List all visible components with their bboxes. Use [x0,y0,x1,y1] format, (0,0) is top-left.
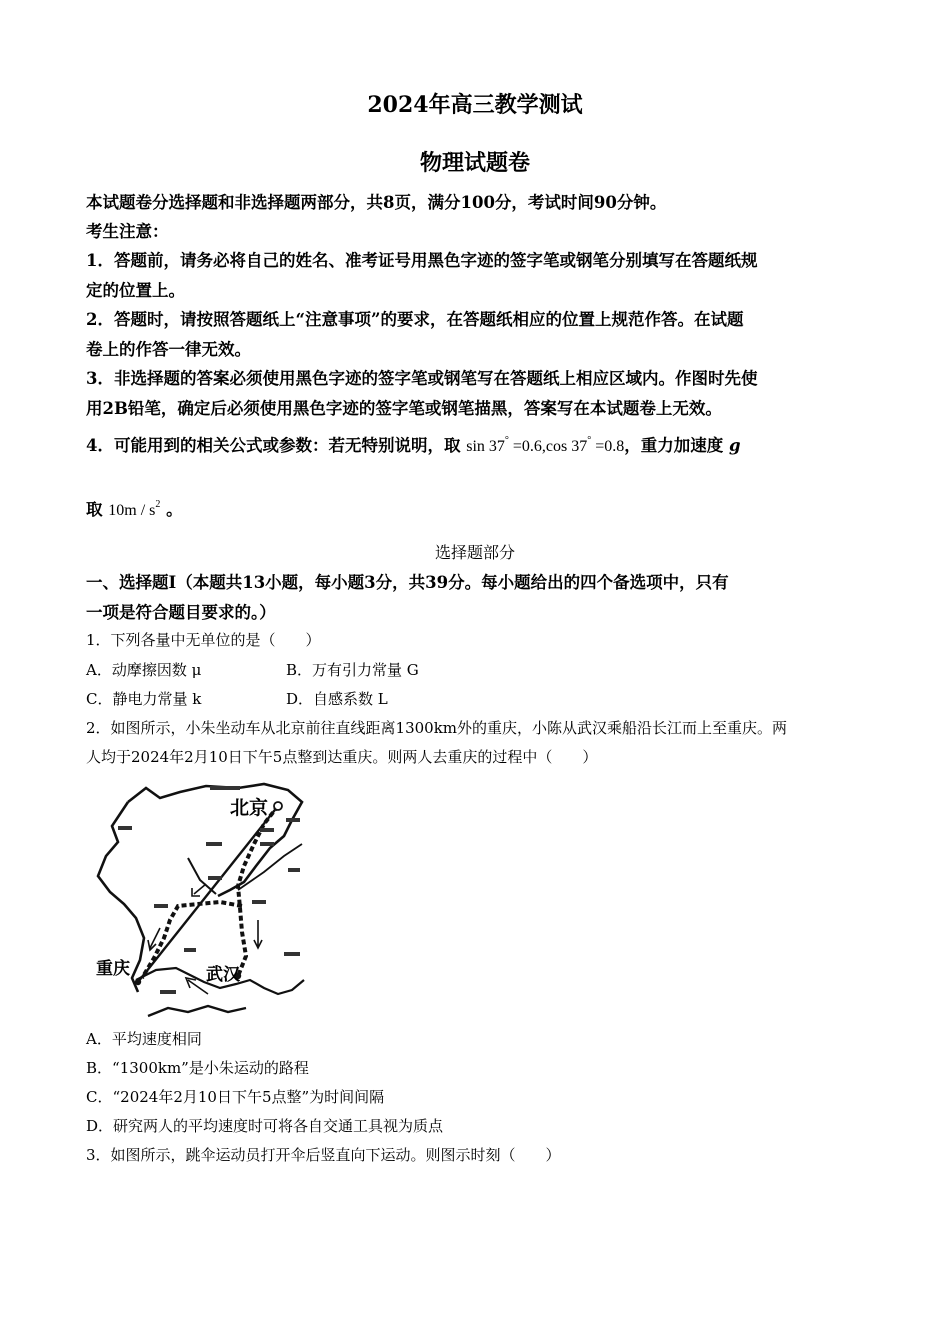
intro-summary: 本试题卷分选择题和非选择题两部分，共8页，满分100分，考试时间90分钟。 [86,193,667,212]
q1-stem: 1．下列各量中无单位的是（ ） [86,631,321,649]
q2-option-a[interactable]: A．平均速度相同 [86,1030,202,1048]
q1-option-b[interactable]: B．万有引力常量 G [286,661,419,679]
gravity-symbol: g [729,436,741,455]
route-map-figure [88,780,310,1018]
note-4-line-2 [86,490,876,525]
q2-stem-cont: 人均于2024年2月10日下午5点整到达重庆。则两人去重庆的过程中（ ） [86,748,598,766]
note-line: 用2B铅笔，确定后必须使用黑色字迹的签字笔或钢笔描黑，答案写在本试题卷上无效。 [86,399,722,418]
note-line: 定的位置上。 [86,281,185,300]
beijing-label: 北京 [230,797,269,819]
beijing-marker-icon [274,802,282,810]
minor-map-labels [118,786,300,994]
q1-option-a[interactable]: A．动摩擦因数 μ [86,661,202,679]
q3-stem: 3．如图所示，跳伞运动员打开伞后竖直向下运动。则图示时刻（ ） [86,1146,561,1164]
notice-label: 考生注意： [86,222,169,241]
straight-distance-line [138,806,278,982]
note-4-line [86,426,876,461]
q1-option-d[interactable]: D．自感系数 L [286,690,388,708]
arrow-icon [254,920,262,948]
part1-instruction: 一、选择题Ⅰ（本题共13小题，每小题3分，共39分。每小题给出的四个备选项中，只有 [86,573,729,592]
gravity-value: $10m / s^2$ [108,499,161,519]
arrow-icon [186,978,208,994]
note-line: 卷上的作答一律无效。 [86,340,251,359]
arrow-icon [148,928,160,950]
part1-instruction-cont: 一项是符合题目要求的。） [86,603,276,622]
q2-option-b[interactable]: B．“1300km”是小朱运动的路程 [86,1059,309,1077]
wuhan-label: 武汉 [206,965,240,985]
section-heading: 选择题部分 [434,543,515,562]
chongqing-marker-icon [135,979,141,985]
exam-subtitle: 物理试题卷 [419,150,530,176]
chongqing-label: 重庆 [96,959,130,979]
note-4-end: 。 [166,500,183,519]
note-line: 3．非选择题的答案必须使用黑色字迹的签字笔或钢笔写在答题纸上相应区域内。作图时先使 [86,369,758,388]
note-4-suffix: ，重力加速度 [624,436,724,455]
exam-title: 2024年高三教学测试 [367,92,583,118]
map-bottom-edge [148,1006,246,1016]
q2-stem: 2．如图所示，小朱坐动车从北京前往直线距离1300km外的重庆，小陈从武汉乘船沿长江而上至重庆。两 [86,719,788,737]
note-line: 1．答题前，请务必将自己的姓名、准考证号用黑色字迹的签字笔或钢笔分别填写在答题纸规 [86,251,758,270]
q2-option-d[interactable]: D．研究两人的平均速度时可将各自交通工具视为质点 [86,1117,444,1135]
boundary-east [238,844,302,890]
arrow-icon [192,884,206,896]
note-4-prefix: 4．可能用到的相关公式或参数：若无特别说明，取 [86,436,461,455]
note-4-take: 取 [86,500,103,519]
note-line: 2．答题时，请按照答题纸上“注意事项”的要求，在答题纸相应的位置上规范作答。在试题 [86,310,744,329]
q1-option-c[interactable]: C．静电力常量 k [86,690,202,708]
q2-option-c[interactable]: C．“2024年2月10日下午5点整”为时间间隔 [86,1088,385,1106]
trig-formula: sin 37° =0.6,cos 37° =0.8 [466,435,625,455]
